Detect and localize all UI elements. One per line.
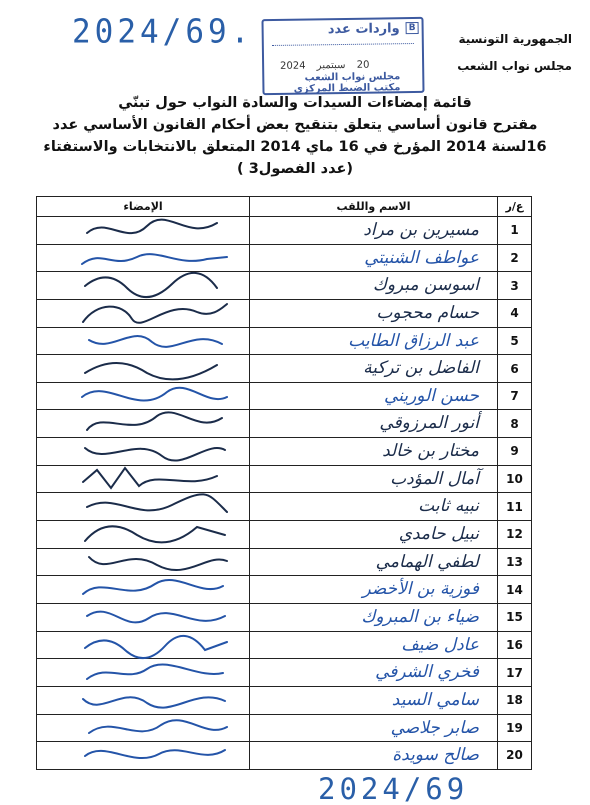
row-number: 8 [498, 410, 532, 438]
row-name-cell [250, 465, 498, 493]
header-name: الاسم واللقب [250, 197, 498, 217]
row-number: 17 [498, 659, 532, 687]
handwritten-name: عواطف الشنيتي [364, 247, 479, 268]
stamp-title: واردات عدد [327, 21, 400, 38]
row-number: 6 [498, 355, 532, 383]
row-name-cell [250, 438, 498, 466]
row-name-cell [250, 217, 498, 245]
row-name-cell [250, 355, 498, 383]
stamp-date [276, 60, 373, 72]
title-line-3: 16لسنة 2014 المؤرخ في 16 ماي 2014 المتعلق بالانتخابات والاستفتاء [43, 139, 547, 155]
registry-stamp [261, 17, 424, 95]
header-signature: الإمضاء [37, 197, 250, 217]
stamp-dotted-line [272, 43, 414, 46]
row-name-cell [250, 299, 498, 327]
row-name-cell [250, 382, 498, 410]
stamp-year: 2024 [280, 60, 306, 72]
reference-number-bottom: 2024/69 [318, 772, 469, 805]
row-number: 20 [498, 742, 532, 770]
row-name-cell [250, 631, 498, 659]
handwritten-name: أنور المرزوقي [379, 413, 479, 434]
handwritten-name: صالح سويدة [392, 745, 479, 766]
row-signature-cell [37, 742, 250, 770]
reference-number-top: 2024/69. [72, 13, 254, 51]
stamp-office-line2: مكتب الضبط المركزي [293, 82, 401, 95]
row-name-cell [250, 742, 498, 770]
handwritten-name: لطفي الهمامي [375, 551, 479, 572]
document-title [20, 92, 570, 180]
row-name-cell [250, 659, 498, 687]
row-number: 4 [498, 299, 532, 327]
row-number: 5 [498, 327, 532, 355]
row-name-cell [250, 576, 498, 604]
row-number: 7 [498, 382, 532, 410]
row-name-cell [250, 714, 498, 742]
row-name-cell [250, 327, 498, 355]
signature-table [36, 196, 532, 770]
handwritten-name: ضياء بن المبروك [361, 606, 479, 627]
handwritten-signature [77, 736, 237, 776]
handwritten-name: مختار بن خالد [382, 441, 479, 462]
handwritten-name: عادل ضيف [401, 634, 479, 655]
row-number: 19 [498, 714, 532, 742]
row-number: 9 [498, 438, 532, 466]
stamp-month: سبتمبر [316, 59, 346, 72]
row-number: 12 [498, 521, 532, 549]
row-name-cell [250, 272, 498, 300]
handwritten-name: عبد الرزاق الطايب [348, 330, 479, 351]
row-name-cell [250, 521, 498, 549]
handwritten-name: آمال المؤدب [390, 468, 479, 489]
handwritten-name: فخري الشرفي [375, 662, 479, 683]
row-name-cell [250, 686, 498, 714]
row-number: 2 [498, 244, 532, 272]
handwritten-name: الفاضل بن تركية [363, 358, 479, 379]
handwritten-name: حسن الوريني [384, 385, 479, 406]
letterhead [457, 26, 572, 80]
row-number: 3 [498, 272, 532, 300]
row-number: 11 [498, 493, 532, 521]
row-name-cell [250, 493, 498, 521]
stamp-office-line1: مجلس نواب الشعب [304, 71, 401, 84]
handwritten-name: مسيرين بن مراد [363, 220, 479, 240]
stamp-day: 20 [356, 59, 370, 71]
row-number: 15 [498, 603, 532, 631]
assembly-name: مجلس نواب الشعب [457, 59, 572, 73]
title-line-4: (عدد الفصول3 ) [237, 161, 353, 177]
header-number: ع/ر [498, 197, 532, 217]
row-name-cell [250, 244, 498, 272]
handwritten-name: اسوسن مبروك [372, 275, 479, 296]
handwritten-name: سامي السيد [391, 689, 479, 710]
row-name-cell [250, 548, 498, 576]
row-number: 1 [498, 217, 532, 245]
row-number: 16 [498, 631, 532, 659]
title-line-2: مقترح قانون أساسي يتعلق بتنقيح بعض أحكام القانون الأساسي عدد [52, 117, 538, 133]
stamp-letter: B [406, 22, 419, 34]
row-name-cell [250, 410, 498, 438]
handwritten-name: صابر جلاصي [390, 717, 479, 738]
handwritten-name: نبيل حامدي [398, 524, 479, 545]
row-number: 10 [498, 465, 532, 493]
row-number: 13 [498, 548, 532, 576]
table-row [37, 742, 532, 770]
row-number: 14 [498, 576, 532, 604]
row-name-cell [250, 603, 498, 631]
republic-name: الجمهورية التونسية [458, 32, 572, 46]
handwritten-name: حسام محجوب [376, 302, 479, 323]
handwritten-name: فوزية بن الأخضر [362, 579, 479, 600]
title-line-1: قائمة إمضاءات السيدات والسادة النواب حول تبنّي [118, 95, 472, 111]
row-number: 18 [498, 686, 532, 714]
handwritten-name: نبيه ثابت [418, 496, 479, 517]
